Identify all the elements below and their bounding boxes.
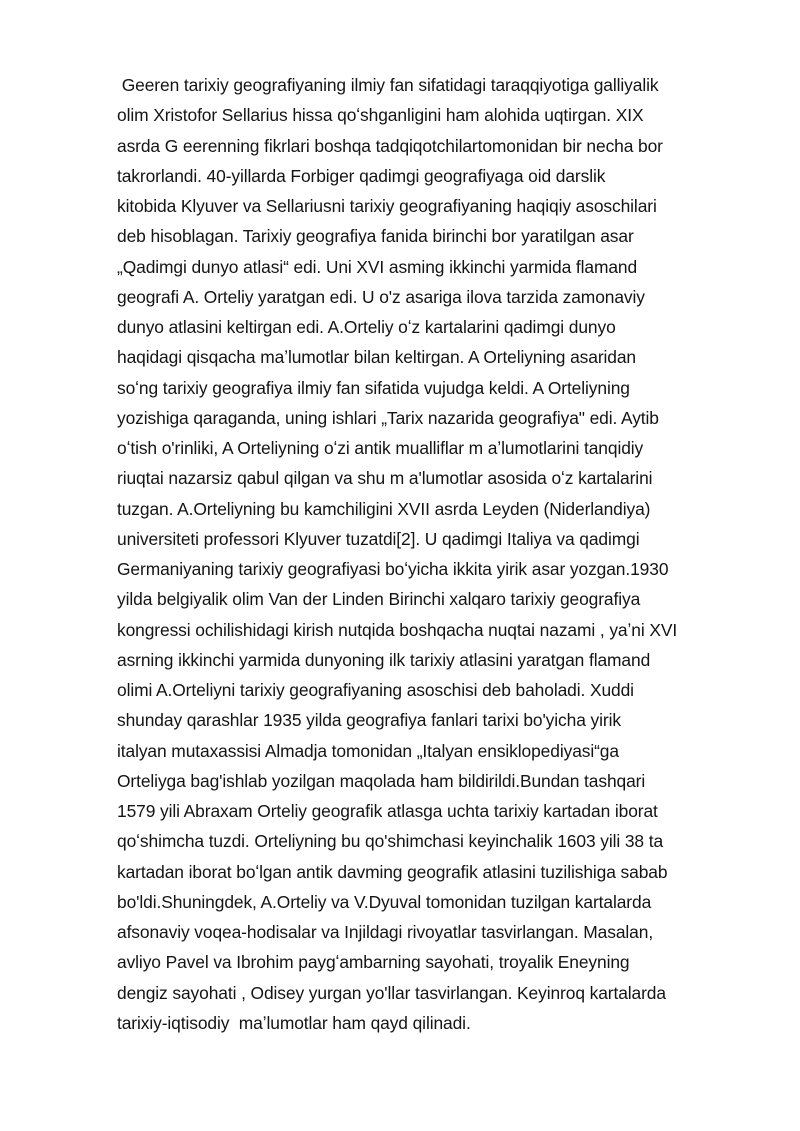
text-line: Germaniyaning tarixiy geografiyasi boʻyicha ikkita yirik asar yozgan.1930: [117, 559, 669, 579]
text-line: dunyo atlasini keltirgan edi. A.Orteliy oʻz kartalarini qadimgi dunyo: [117, 317, 616, 337]
text-line: yilda belgiyalik olim Van der Linden Birinchi xalqaro tarixiy geografiya: [117, 589, 641, 610]
text-line: geografi A. Orteliy yaratgan edi. U o'z asariga ilova tarzida zamonaviy: [117, 286, 645, 307]
text-line: haqidagi qisqacha maʼlumotlar bilan keltirgan. A Orteliyning asaridan: [117, 347, 636, 368]
text-line: soʻng tarixiy geografiya ilmiy fan sifatida vujudga keldi. A Orteliyning: [117, 377, 630, 398]
text-line: avliyo Pavel va Ibrohim paygʻambarning sayohati, troyalik Eneyning: [117, 952, 630, 973]
text-line: deb hisoblagan. Tarixiy geografiya fanida birinchi bor yaratilgan asar: [117, 226, 634, 247]
text-line: universiteti professori Klyuver tuzatdi[2]. U qadimgi Italiya va qadimgi: [117, 528, 640, 549]
text-line: Orteliyga bag'ishlab yozilgan maqolada ham bildirildi.Bundan tashqari: [117, 770, 646, 791]
text-line: tarixiy-iqtisodiy maʼlumotlar ham qayd qilinadi.: [117, 1012, 471, 1033]
text-line: yozishiga qaraganda, uning ishlari „Tarix nazarida geografiya" edi. Aytib: [117, 407, 659, 428]
text-line: italyan mutaxassisi Almadja tomonidan „Italyan ensiklopediyasi“ga: [117, 740, 619, 761]
text-line: „Qadimgi dunyo atlasi“ edi. Uni XVI asming ikkinchi yarmida flamand: [117, 256, 638, 277]
text-line: dengiz sayohati , Odisey yurgan yo'llar tasvirlangan. Keyinroq kartalarda: [117, 982, 666, 1003]
text-line: kartadan iborat boʻlgan antik davming geografik atlasini tuzilishiga sabab: [117, 861, 668, 882]
text-line: qoʻshimcha tuzdi. Orteliyning bu qo'shimchasi keyinchalik 1603 yili 38 ta: [117, 831, 664, 852]
text-line: 1579 yili Abraxam Orteliy geografik atlasga uchta tarixiy kartadan iborat: [117, 801, 658, 821]
text-line: olimi A.Orteliyni tarixiy geografiyaning asoschisi deb baholadi. Xuddi: [117, 680, 634, 700]
body-paragraph: [117, 70, 767, 1038]
text-line: oʻtish o'rinliki, A Orteliyning oʻzi antik mualliflar m aʼlumotlarini tanqidiy: [117, 438, 644, 458]
text-line: Geeren tarixiy geografiyaning ilmiy fan sifatidagi taraqqiyotiga galliyalik: [117, 75, 659, 95]
text-line: olim Xristofor Sellarius hissa qoʻshganligini ham alohida uqtirgan. XIX: [117, 105, 644, 126]
text-line: bo'ldi.Shuningdek, A.Orteliy va V.Dyuval tomonidan tuzilgan kartalarda: [117, 891, 652, 912]
text-line: tuzgan. A.Orteliyning bu kamchiligini XVII asrda Leyden (Niderlandiya): [117, 498, 651, 519]
text-line: asrda G eerenning fikrlari boshqa tadqiqotchilartomonidan bir necha bor: [117, 135, 663, 156]
text-line: kongressi ochilishidagi kirish nutqida boshqacha nuqtai nazami , yaʼni XVI: [117, 619, 678, 640]
text-line: takrorlandi. 40-yillarda Forbiger qadimgi geografiyaga oid darslik: [117, 165, 606, 186]
text-line: asrning ikkinchi yarmida dunyoning ilk tarixiy atlasini yaratgan flamand: [117, 649, 651, 670]
text-line: shunday qarashlar 1935 yilda geografiya fanlari tarixi bo'yicha yirik: [117, 710, 621, 731]
text-line: riuqtai nazarsiz qabul qilgan va shu m a'lumotlar asosida oʻz kartalarini: [117, 468, 653, 489]
text-line: afsonaviy voqea-hodisalar va Injildagi rivoyatlar tasvirlangan. Masalan,: [117, 922, 654, 942]
text-line: kitobida Klyuver va Sellariusni tarixiy geografiyaning haqiqiy asoschilari: [117, 196, 657, 216]
